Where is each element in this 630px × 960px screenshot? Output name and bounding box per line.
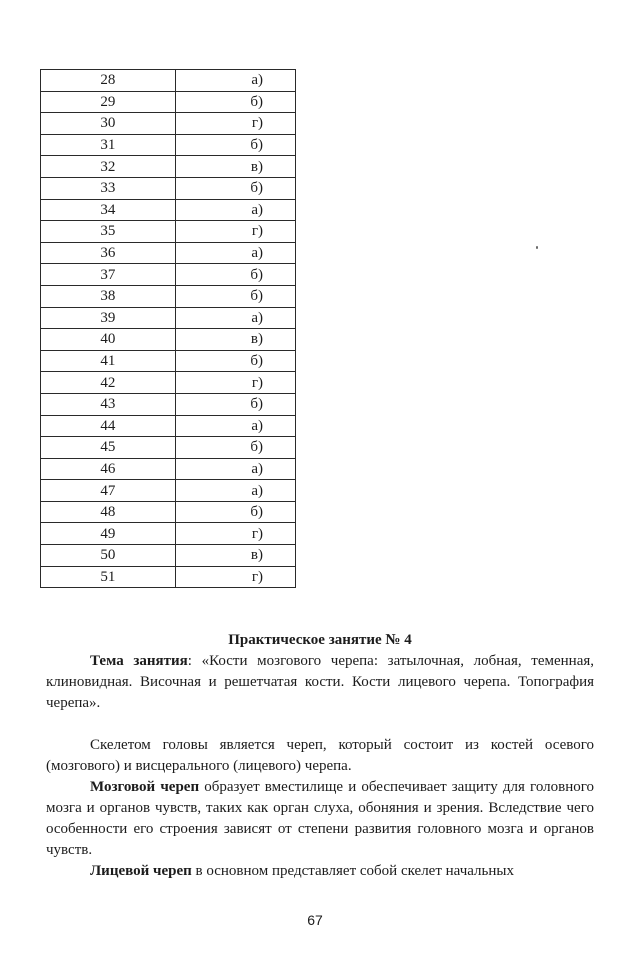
answer-cell: а) <box>175 307 295 329</box>
paragraph-skull: Скелетом головы является череп, который состоит из костей осевого (мозгового) и висцерального (лицевого) черепа. <box>46 737 594 774</box>
question-number-cell: 34 <box>41 199 176 221</box>
question-number-cell: 33 <box>41 177 176 199</box>
table-row <box>41 221 296 243</box>
question-number-cell: 36 <box>41 242 176 264</box>
answer-cell: в) <box>175 545 295 567</box>
table-row <box>41 501 296 523</box>
answer-cell: б) <box>175 264 295 286</box>
question-number-cell: 29 <box>41 91 176 113</box>
table-row <box>41 242 296 264</box>
answer-cell: б) <box>175 501 295 523</box>
answers-table <box>40 69 296 588</box>
answer-cell: г) <box>175 523 295 545</box>
question-number-cell: 32 <box>41 156 176 178</box>
answer-cell: г) <box>175 372 295 394</box>
lesson-heading: Практическое занятие № 4 <box>228 632 412 648</box>
answer-cell: в) <box>175 156 295 178</box>
table-row <box>41 285 296 307</box>
question-number-cell: 51 <box>41 566 176 588</box>
question-number-cell: 28 <box>41 70 176 92</box>
answer-cell: б) <box>175 134 295 156</box>
answer-cell: а) <box>175 242 295 264</box>
question-number-cell: 30 <box>41 113 176 135</box>
question-number-cell: 39 <box>41 307 176 329</box>
neurocranium-text: образует вместилище и обеспечивает защиту для головного мозга и органов чувств, таких как орган слуха, обоняния и зрения. Вследствие чего особенности его строения зависят от степени развития головного мозга и органов чувств. <box>46 779 594 858</box>
table-row <box>41 307 296 329</box>
table-row <box>41 480 296 502</box>
table-row <box>41 91 296 113</box>
question-number-cell: 40 <box>41 329 176 351</box>
page-number: 67 <box>307 912 323 928</box>
question-number-cell: 42 <box>41 372 176 394</box>
table-row <box>41 393 296 415</box>
table-row <box>41 156 296 178</box>
theme-text: : «Кости мозгового черепа: затылочная, лобная, теменная, клиновидная. Височная и решетчатая кости. Кости лицевого черепа. Топография черепа». <box>46 653 595 711</box>
answer-cell: в) <box>175 329 295 351</box>
table-row <box>41 372 296 394</box>
answer-cell: а) <box>175 458 295 480</box>
table-row <box>41 415 296 437</box>
lesson-body <box>46 735 594 882</box>
term-facial-skull: Лицевой череп <box>90 863 192 879</box>
table-row <box>41 264 296 286</box>
theme-label: Тема занятия <box>90 653 188 669</box>
answer-cell: а) <box>175 480 295 502</box>
question-number-cell: 50 <box>41 545 176 567</box>
table-row <box>41 566 296 588</box>
theme-paragraph <box>46 651 594 714</box>
table-row <box>41 113 296 135</box>
answer-cell: г) <box>175 113 295 135</box>
answer-cell: б) <box>175 285 295 307</box>
question-number-cell: 49 <box>41 523 176 545</box>
question-number-cell: 31 <box>41 134 176 156</box>
answer-cell: б) <box>175 91 295 113</box>
question-number-cell: 37 <box>41 264 176 286</box>
answer-cell: г) <box>175 566 295 588</box>
answers-table-body <box>41 70 296 588</box>
question-number-cell: 47 <box>41 480 176 502</box>
question-number-cell: 44 <box>41 415 176 437</box>
table-row <box>41 350 296 372</box>
question-number-cell: 45 <box>41 437 176 459</box>
table-row <box>41 177 296 199</box>
paragraph-neurocranium <box>46 777 594 861</box>
table-row <box>41 523 296 545</box>
answer-cell: а) <box>175 415 295 437</box>
table-row <box>41 458 296 480</box>
question-number-cell: 38 <box>41 285 176 307</box>
question-number-cell: 41 <box>41 350 176 372</box>
table-row <box>41 199 296 221</box>
term-neurocranium: Мозговой череп <box>90 779 200 795</box>
table-row <box>41 70 296 92</box>
answer-cell: а) <box>175 70 295 92</box>
answer-cell: б) <box>175 393 295 415</box>
answer-cell: г) <box>175 221 295 243</box>
table-row <box>41 134 296 156</box>
question-number-cell: 35 <box>41 221 176 243</box>
facial-skull-text: в основном представляет собой скелет начальных <box>191 863 514 879</box>
table-row <box>41 437 296 459</box>
table-row <box>41 329 296 351</box>
scan-speck <box>536 246 538 249</box>
paragraph-facial-skull <box>46 861 594 882</box>
question-number-cell: 43 <box>41 393 176 415</box>
answer-cell: а) <box>175 199 295 221</box>
answer-cell: б) <box>175 350 295 372</box>
question-number-cell: 46 <box>41 458 176 480</box>
question-number-cell: 48 <box>41 501 176 523</box>
answer-cell: б) <box>175 437 295 459</box>
lesson-theme <box>46 651 594 714</box>
answer-cell: б) <box>175 177 295 199</box>
table-row <box>41 545 296 567</box>
